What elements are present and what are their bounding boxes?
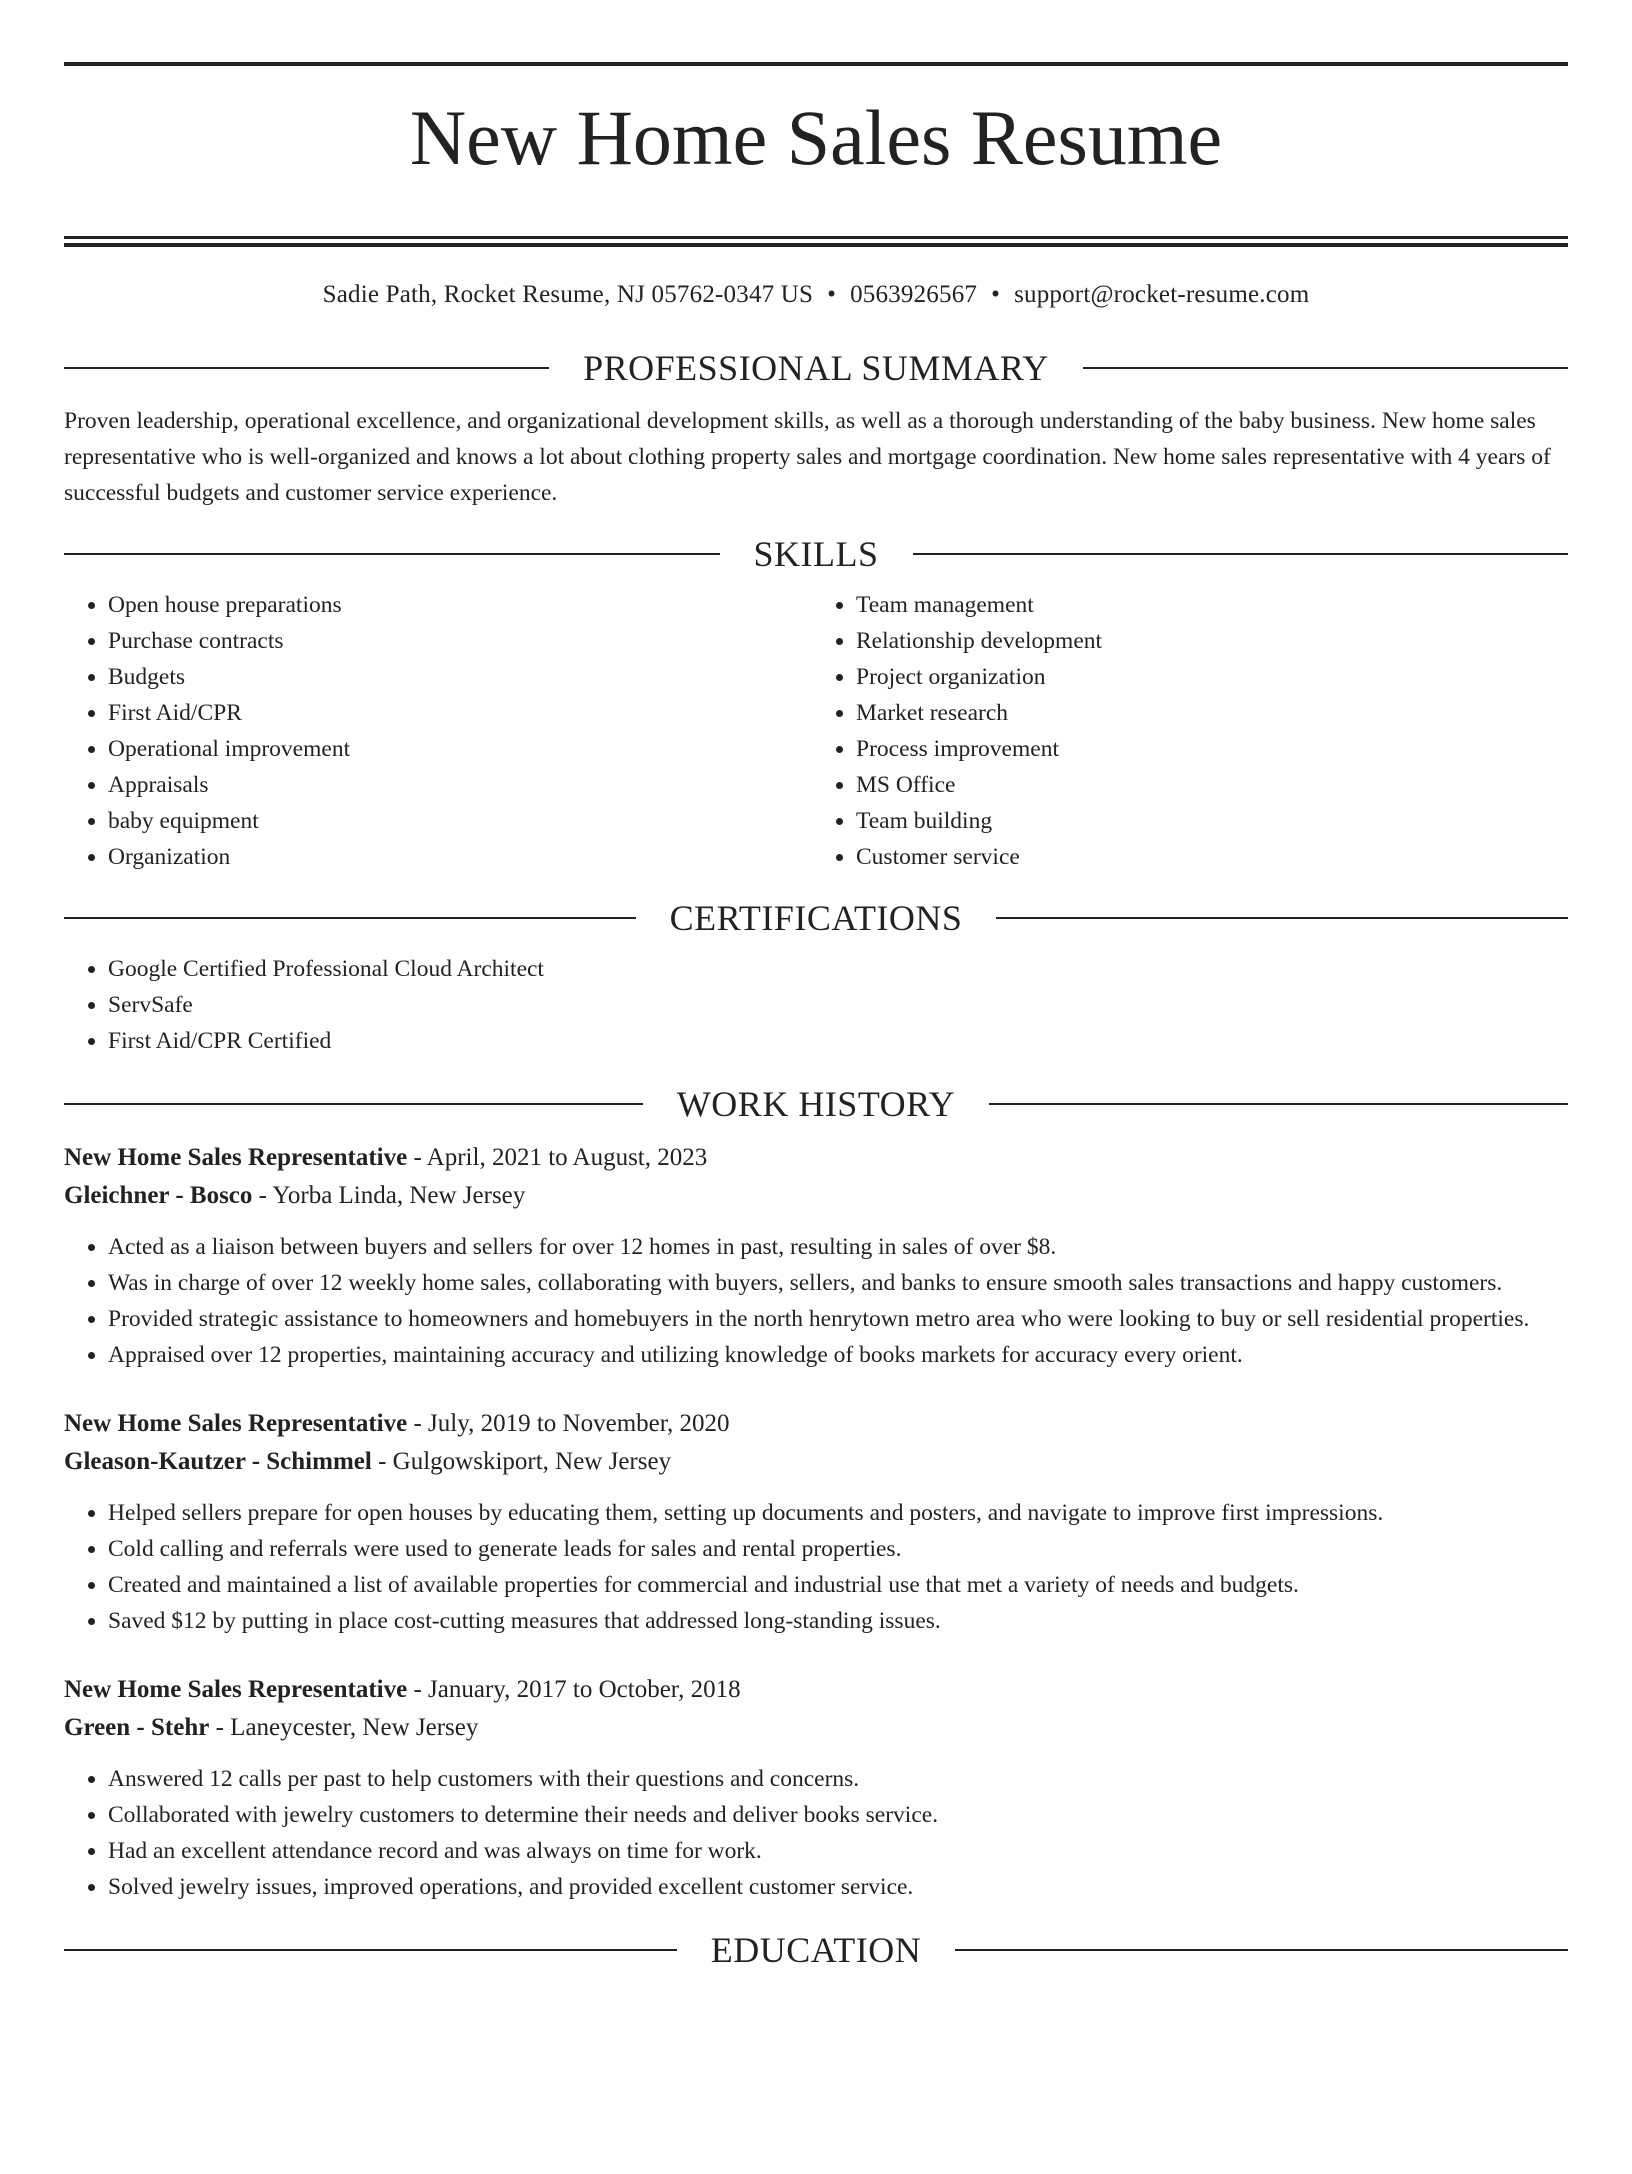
certifications-block [64, 951, 1568, 1059]
job-title: New Home Sales Representative [64, 1144, 408, 1172]
job-dates: July, 2019 to November, 2020 [428, 1410, 730, 1438]
job-company-line [64, 1177, 1568, 1215]
job-duty: • Answered 12 calls per past to help customers with their questions and concerns. [108, 1761, 1568, 1797]
job-duties [64, 1229, 1568, 1373]
certification-item: • ServSafe [108, 987, 1568, 1023]
work-section-heading [64, 1083, 1568, 1125]
job-duty: • Appraised over 12 properties, maintaining accuracy and utilizing knowledge of books markets for accuracy every orient. [108, 1337, 1568, 1373]
skill-item: • Open house preparations [108, 587, 816, 623]
job-title: New Home Sales Representative [64, 1676, 408, 1704]
contact-phone: 0563926567 [850, 281, 978, 309]
certifications-heading-label: CERTIFICATIONS [669, 898, 963, 939]
skill-item: • Project organization [856, 659, 1568, 695]
job-company: Gleichner - Bosco [64, 1182, 253, 1210]
job-title-line [64, 1139, 1568, 1177]
skills-list-left [64, 587, 816, 875]
skill-item: • Team management [856, 587, 1568, 623]
certification-item: • Google Certified Professional Cloud Architect [108, 951, 1568, 987]
header-double-rule [64, 236, 1568, 247]
skill-item: • Team building [856, 803, 1568, 839]
skill-item: • baby equipment [108, 803, 816, 839]
job-title: New Home Sales Representative [64, 1410, 408, 1438]
skill-item: • Customer service [856, 839, 1568, 875]
job-duty: • Collaborated with jewelry customers to determine their needs and deliver books service. [108, 1797, 1568, 1833]
contact-email: support@rocket-resume.com [1014, 281, 1310, 309]
job-duties [64, 1761, 1568, 1905]
job-entry [64, 1671, 1568, 1905]
summary-heading-label: PROFESSIONAL SUMMARY [583, 348, 1049, 389]
job-dash: - [407, 1676, 429, 1704]
contact-line [64, 279, 1568, 311]
heading-rule-left [64, 553, 720, 555]
skill-item: • First Aid/CPR [108, 695, 816, 731]
skills-column-left [64, 587, 816, 875]
skill-item: • Organization [108, 839, 816, 875]
heading-rule-left [64, 917, 636, 919]
job-duty: • Created and maintained a list of available properties for commercial and industrial use that met a variety of needs and budgets. [108, 1567, 1568, 1603]
heading-rule-right [1083, 367, 1568, 369]
job-duty: • Had an excellent attendance record and was always on time for work. [108, 1833, 1568, 1869]
job-duty: • Was in charge of over 12 weekly home sales, collaborating with buyers, sellers, and banks to ensure smooth sales transactions and happy customers. [108, 1265, 1568, 1301]
heading-rule-left [64, 1949, 677, 1951]
job-duties [64, 1495, 1568, 1639]
certifications-list [64, 951, 1568, 1059]
job-dash: - [407, 1144, 427, 1172]
skill-item: • Relationship development [856, 623, 1568, 659]
header-top-rule [64, 62, 1568, 66]
skill-item: • Appraisals [108, 767, 816, 803]
work-heading-label: WORK HISTORY [676, 1084, 956, 1125]
job-dash: - [209, 1714, 231, 1742]
job-entry [64, 1139, 1568, 1373]
job-dates: January, 2017 to October, 2018 [428, 1676, 741, 1704]
skill-item: • Process improvement [856, 731, 1568, 767]
skill-item: • Purchase contracts [108, 623, 816, 659]
job-duty: • Helped sellers prepare for open houses by educating them, setting up documents and posters, and navigate to improve first impressions. [108, 1495, 1568, 1531]
heading-rule-right [913, 553, 1569, 555]
resume-title: New Home Sales Resume [409, 94, 1223, 181]
skill-item: • MS Office [856, 767, 1568, 803]
education-heading-label: EDUCATION [710, 1930, 922, 1971]
skills-list-right [816, 587, 1568, 875]
skills-section-heading [64, 533, 1568, 575]
job-location: Yorba Linda, New Jersey [272, 1182, 526, 1210]
summary-text: Proven leadership, operational excellence, and organizational development skills, as well as a thorough understanding of the baby business. New home sales representative who is well-organized and knows a lot about clothing property sales and mortgage coordination. New home sales representative with 4 years of successful budgets and customer service experience. [64, 408, 1551, 507]
skill-item: • Operational improvement [108, 731, 816, 767]
skills-columns [64, 587, 1568, 875]
certification-item: • First Aid/CPR Certified [108, 1023, 1568, 1059]
job-location: Gulgowskiport, New Jersey [392, 1448, 672, 1476]
job-duty: • Solved jewelry issues, improved operations, and provided excellent customer service. [108, 1869, 1568, 1905]
skills-column-right [816, 587, 1568, 875]
contact-separator: • [991, 281, 1001, 309]
heading-rule-left [64, 1103, 643, 1105]
skill-item: • Budgets [108, 659, 816, 695]
job-company: Green - Stehr [64, 1714, 210, 1742]
heading-rule-right [996, 917, 1568, 919]
job-location: Laneycester, New Jersey [230, 1714, 479, 1742]
job-company-line [64, 1709, 1568, 1747]
job-duty: • Cold calling and referrals were used to generate leads for sales and rental properties. [108, 1531, 1568, 1567]
job-company: Gleason-Kautzer - Schimmel [64, 1448, 372, 1476]
heading-rule-right [989, 1103, 1568, 1105]
contact-separator: • [827, 281, 837, 309]
job-dash: - [252, 1182, 273, 1210]
heading-rule-left [64, 367, 549, 369]
skill-item: • Market research [856, 695, 1568, 731]
heading-rule-right [955, 1949, 1568, 1951]
job-title-line [64, 1671, 1568, 1709]
certifications-section-heading [64, 897, 1568, 939]
contact-address: Sadie Path, Rocket Resume, NJ 05762-0347 US [322, 281, 814, 309]
job-company-line [64, 1443, 1568, 1481]
job-entry [64, 1405, 1568, 1639]
summary-section-heading [64, 347, 1568, 389]
job-duty: • Provided strategic assistance to homeowners and homebuyers in the north henrytown metro area who were looking to buy or sell residential properties. [108, 1301, 1568, 1337]
job-duty: • Acted as a liaison between buyers and sellers for over 12 homes in past, resulting in sales of over $8. [108, 1229, 1568, 1265]
skills-heading-label: SKILLS [753, 534, 879, 575]
job-dash: - [371, 1448, 393, 1476]
job-title-line [64, 1405, 1568, 1443]
resume-page [0, 62, 1632, 2174]
job-duty: • Saved $12 by putting in place cost-cutting measures that addressed long-standing issues. [108, 1603, 1568, 1639]
education-section-heading [64, 1929, 1568, 1971]
job-dates: April, 2021 to August, 2023 [426, 1144, 708, 1172]
job-dash: - [407, 1410, 429, 1438]
